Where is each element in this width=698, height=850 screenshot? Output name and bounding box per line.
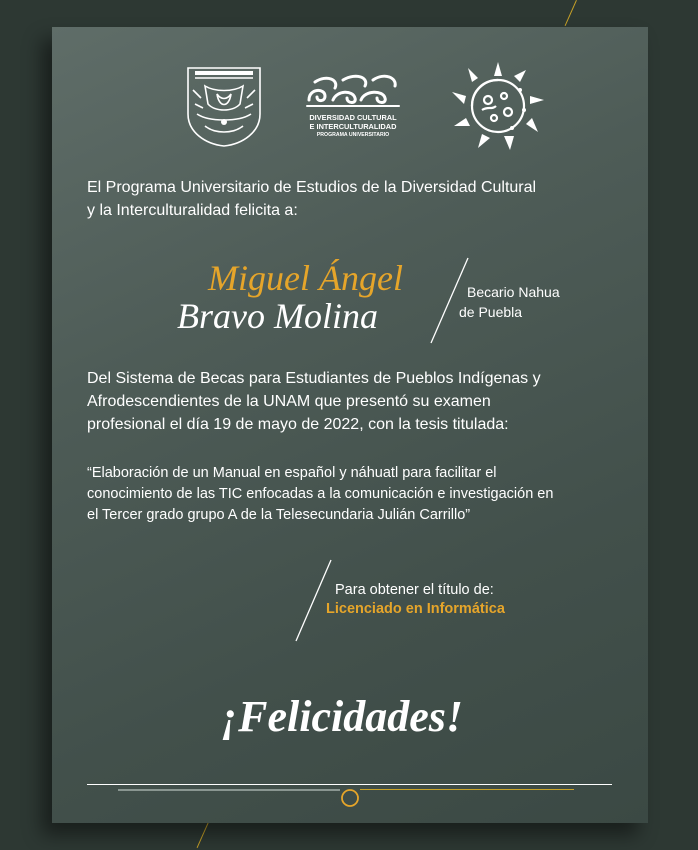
- honoree-last-name: Bravo Molina: [177, 296, 378, 336]
- intro-line2: y la Interculturalidad felicita a:: [87, 202, 298, 219]
- body-line2: Afrodescendientes de la UNAM que presentó su examen: [87, 393, 491, 410]
- thesis-line3: el Tercer grado grupo A de la Telesecundaria Julián Carrillo”: [87, 507, 471, 523]
- bottom-gold-slash: [197, 822, 209, 848]
- thesis-title: [87, 463, 617, 526]
- thesis-line1: “Elaboración de un Manual en español y náhuatl para facilitar el: [87, 465, 497, 481]
- name-divider-slash: [428, 256, 472, 346]
- unam-shield-logo: [185, 64, 263, 148]
- diversidad-line1: DIVERSIDAD CULTURAL: [309, 113, 397, 122]
- bottom-divider-line: [87, 784, 612, 785]
- body-line3: profesional el día 19 de mayo de 2022, con la tesis titulada:: [87, 416, 509, 433]
- body-line1: Del Sistema de Becas para Estudiantes de Pueblos Indígenas y: [87, 370, 541, 387]
- bottom-divider-grey-line: [118, 789, 340, 791]
- intro-line1: El Programa Universitario de Estudios de la Diversidad Cultural: [87, 179, 537, 196]
- honoree-role-line2: de Puebla: [459, 304, 523, 320]
- closing-congratulations: ¡Felicidades!: [221, 692, 463, 741]
- diversidad-waves-icon: [305, 70, 401, 110]
- degree-label: Para obtener el título de:: [335, 582, 494, 598]
- diversidad-line3: PROGRAMA UNIVERSITARIO: [316, 132, 390, 138]
- honoree-role-line1: Becario Nahua: [467, 284, 560, 300]
- diversidad-logo-text: [300, 113, 406, 139]
- bottom-ring-ornament-icon: [339, 787, 361, 809]
- top-gold-slash: [565, 0, 577, 26]
- intro-text: [87, 176, 607, 222]
- honoree-first-name: Miguel Ángel: [208, 258, 403, 298]
- diversidad-line2: E INTERCULTURALIDAD: [309, 122, 397, 131]
- sun-glyph-logo: [448, 60, 548, 152]
- body-text: [87, 367, 617, 436]
- bottom-divider-gold-line: [360, 789, 574, 790]
- degree-title: Licenciado en Informática: [326, 601, 505, 617]
- thesis-line2: conocimiento de las TIC enfocadas a la comunicación e investigación en: [87, 486, 554, 502]
